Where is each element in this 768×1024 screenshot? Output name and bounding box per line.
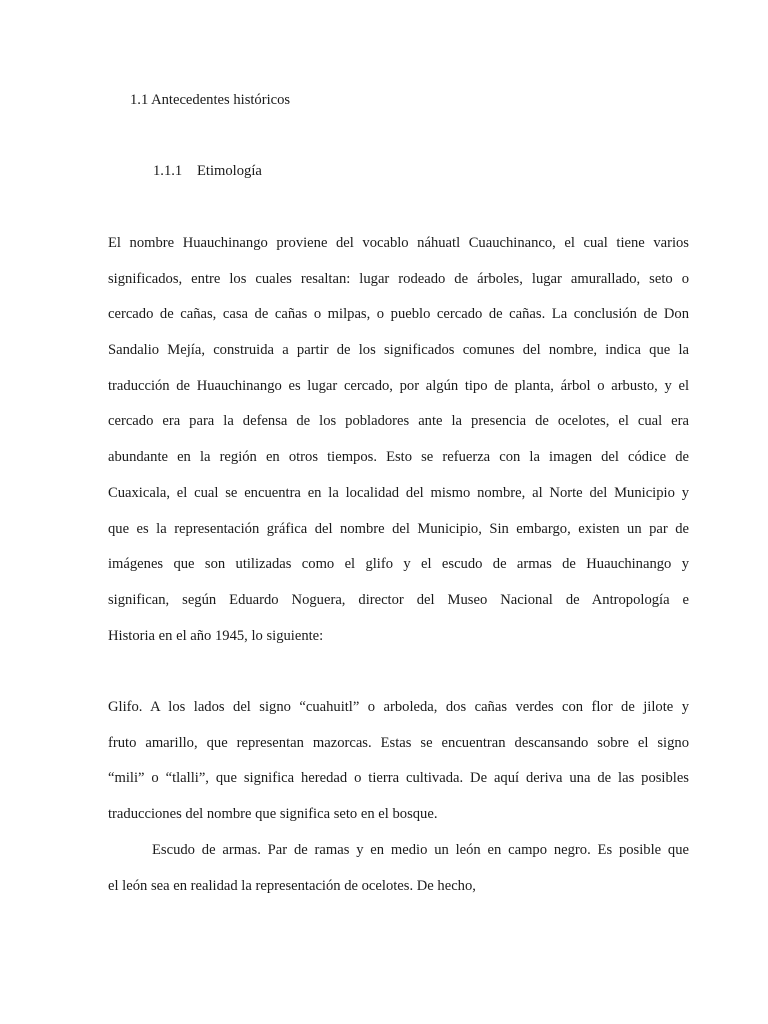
text-line: Glifo. A los lados del signo “cuahuitl” o arboleda, dos cañas verdes con flor de jilote y — [108, 699, 689, 715]
text-line: fruto amarillo, que representan mazorcas. Estas se encuentran descansando sobre el signo — [108, 734, 689, 751]
text-line: el león sea en realidad la representación de ocelotes. De hecho, — [108, 877, 476, 894]
text-line: cercado de cañas, casa de cañas o milpas, o pueblo cercado de cañas. La conclusión de Don — [108, 306, 689, 323]
subsection-heading — [153, 163, 262, 180]
subsection-title: Etimología — [197, 163, 262, 179]
text-line: Historia en el año 1945, lo siguiente: — [108, 627, 324, 644]
text-line: imágenes que son utilizadas como el glifo y el escudo de armas de Huauchinango y — [108, 556, 689, 573]
paragraph-etymology — [108, 226, 689, 654]
text-line: Escudo de armas. Par de ramas y en medio un león en campo negro. Es posible que — [152, 842, 689, 858]
text-line: El nombre Huauchinango proviene del vocablo náhuatl Cuauchinanco, el cual tiene varios — [108, 235, 689, 251]
paragraph-escudo — [108, 833, 689, 904]
text-line: significan, según Eduardo Noguera, director del Museo Nacional de Antropología e — [108, 591, 689, 608]
text-line: que es la representación gráfica del nombre del Municipio, Sin embargo, existen un par de — [108, 520, 689, 537]
section-heading: 1.1 Antecedentes históricos — [130, 92, 291, 108]
text-line: traducciones del nombre que significa seto en el bosque. — [108, 806, 438, 823]
subsection-number: 1.1.1 — [153, 163, 183, 179]
text-line: “mili” o “tlalli”, que significa heredad o tierra cultivada. De aquí deriva una de las posibles — [108, 770, 689, 787]
text-line: abundante en la región en otros tiempos. Esto se refuerza con la imagen del códice de — [108, 449, 689, 466]
text-line: significados, entre los cuales resaltan: lugar rodeado de árboles, lugar amurallado, seto o — [108, 270, 689, 287]
paragraph-glifo — [108, 690, 689, 833]
text-line: Cuaxicala, el cual se encuentra en la localidad del mismo nombre, al Norte del Municipio y — [108, 484, 689, 501]
text-line: cercado era para la defensa de los pobladores ante la presencia de ocelotes, el cual era — [108, 413, 689, 430]
text-line: Sandalio Mejía, construida a partir de los significados comunes del nombre, indica que la — [108, 342, 689, 359]
text-line: traducción de Huauchinango es lugar cercado, por algún tipo de planta, árbol o arbusto, y el — [108, 377, 689, 394]
